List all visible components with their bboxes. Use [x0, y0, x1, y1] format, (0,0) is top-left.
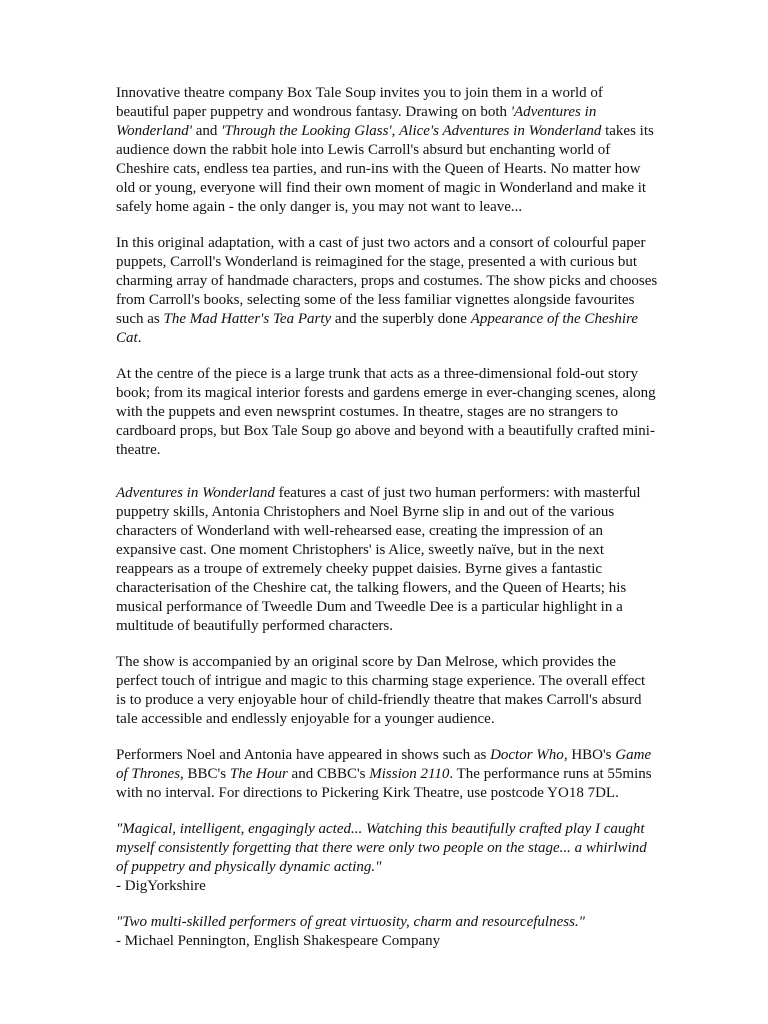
text-span: , HBO's	[563, 747, 616, 763]
text-span: takes its audience down the rabbit hole into Lewis Carroll's absurd but enchanting world of Cheshire cats, endless tea parties, and run-ins with the Queen of Hearts. No matter how old or young, everyone will find their own moment of magic in Wonderland and make it safely home again - the only danger is, you may not want to leave...	[116, 123, 654, 215]
text-span: , BBC's	[180, 766, 230, 782]
paragraph-adaptation	[116, 234, 658, 348]
quote-attribution: - Michael Pennington, English Shakespeare Company	[116, 933, 441, 949]
italic-title: Appearance of the Cheshire Cat	[116, 311, 639, 346]
italic-title: 'Adventures in Wonderland'	[116, 104, 597, 139]
text-span: and	[192, 123, 222, 139]
paragraph-performers	[116, 484, 658, 636]
text-span: and the superbly done	[331, 311, 471, 327]
text-span: Performers Noel and Antonia have appeared in shows such as	[116, 747, 491, 763]
paragraph-intro	[116, 84, 658, 217]
text-span: In this original adaptation, with a cast of just two actors and a consort of colourful paper puppets, Carroll's Wonderland is reimagined for the stage, presented a with curious but charming array of handmade characters, props and costumes. The show picks and chooses from Carroll's books, selecting some of the less familiar vignettes alongside favourites such as	[116, 235, 658, 327]
italic-title: The Hour	[229, 766, 288, 782]
quote-text: "Magical, intelligent, engagingly acted... Watching this beautifully crafted play I caught myself consistently forgetting that there were only two people on the stage... a whirlwind of puppetry and physically dynamic acting."	[116, 821, 647, 875]
italic-title: Adventures in Wonderland	[116, 485, 275, 501]
italic-title: The Mad Hatter's Tea Party	[163, 311, 332, 327]
italic-title: Game of Thrones	[116, 747, 652, 782]
paragraph-score: The show is accompanied by an original score by Dan Melrose, which provides the perfect touch of intrigue and magic to this charming stage experience. The overall effect is to produce a very enjoyable hour of child-friendly theatre that makes Carroll's absurd tale accessible and endlessly enjoyable for a younger audience.	[116, 654, 646, 727]
text-span: .	[137, 330, 142, 346]
text-span: . The performance runs at 55mins with no interval. For directions to Pickering Kirk Theatre, use postcode YO18 7DL.	[116, 766, 652, 801]
review-quote-digyorkshire	[116, 820, 658, 896]
text-span: Innovative theatre company Box Tale Soup invites you to join them in a world of beautiful paper puppetry and wondrous fantasy. Drawing on both	[116, 85, 603, 120]
text-span: ,	[391, 123, 400, 139]
review-quote-pennington	[116, 913, 658, 951]
italic-title: Alice's Adventures in Wonderland	[399, 123, 602, 139]
paragraph-trunk: At the centre of the piece is a large trunk that acts as a three-dimensional fold-out story book; from its magical interior forests and gardens emerge in ever-changing scenes, along with the puppets and even newsprint costumes. In theatre, stages are no strangers to cardboard props, but Box Tale Soup go above and beyond with a beautifully crafted mini-theatre.	[116, 366, 656, 458]
italic-title: Mission 2110	[369, 766, 450, 782]
italic-title: Doctor Who	[490, 747, 564, 763]
text-span: and CBBC's	[287, 766, 370, 782]
paragraph-credits	[116, 746, 658, 803]
quote-attribution: - DigYorkshire	[116, 878, 206, 894]
text-span: features a cast of just two human performers: with masterful puppetry skills, Antonia Christophers and Noel Byrne slip in and out of the various characters of Wonderland with well-rehearsed ease, creating the impression of an expansive cast. One moment Christophers' is Alice, sweetly naïve, but in the next reappears as a troupe of extremely cheeky puppet daisies. Byrne gives a fantastic characterisation of the Cheshire cat, the talking flowers, and the Queen of Hearts; his musical performance of Tweedle Dum and Tweedle Dee is a particular highlight in a multitude of beautifully performed characters.	[116, 485, 641, 634]
italic-title: 'Through the Looking Glass'	[221, 123, 392, 139]
quote-text: "Two multi-skilled performers of great virtuosity, charm and resourcefulness."	[116, 914, 585, 930]
